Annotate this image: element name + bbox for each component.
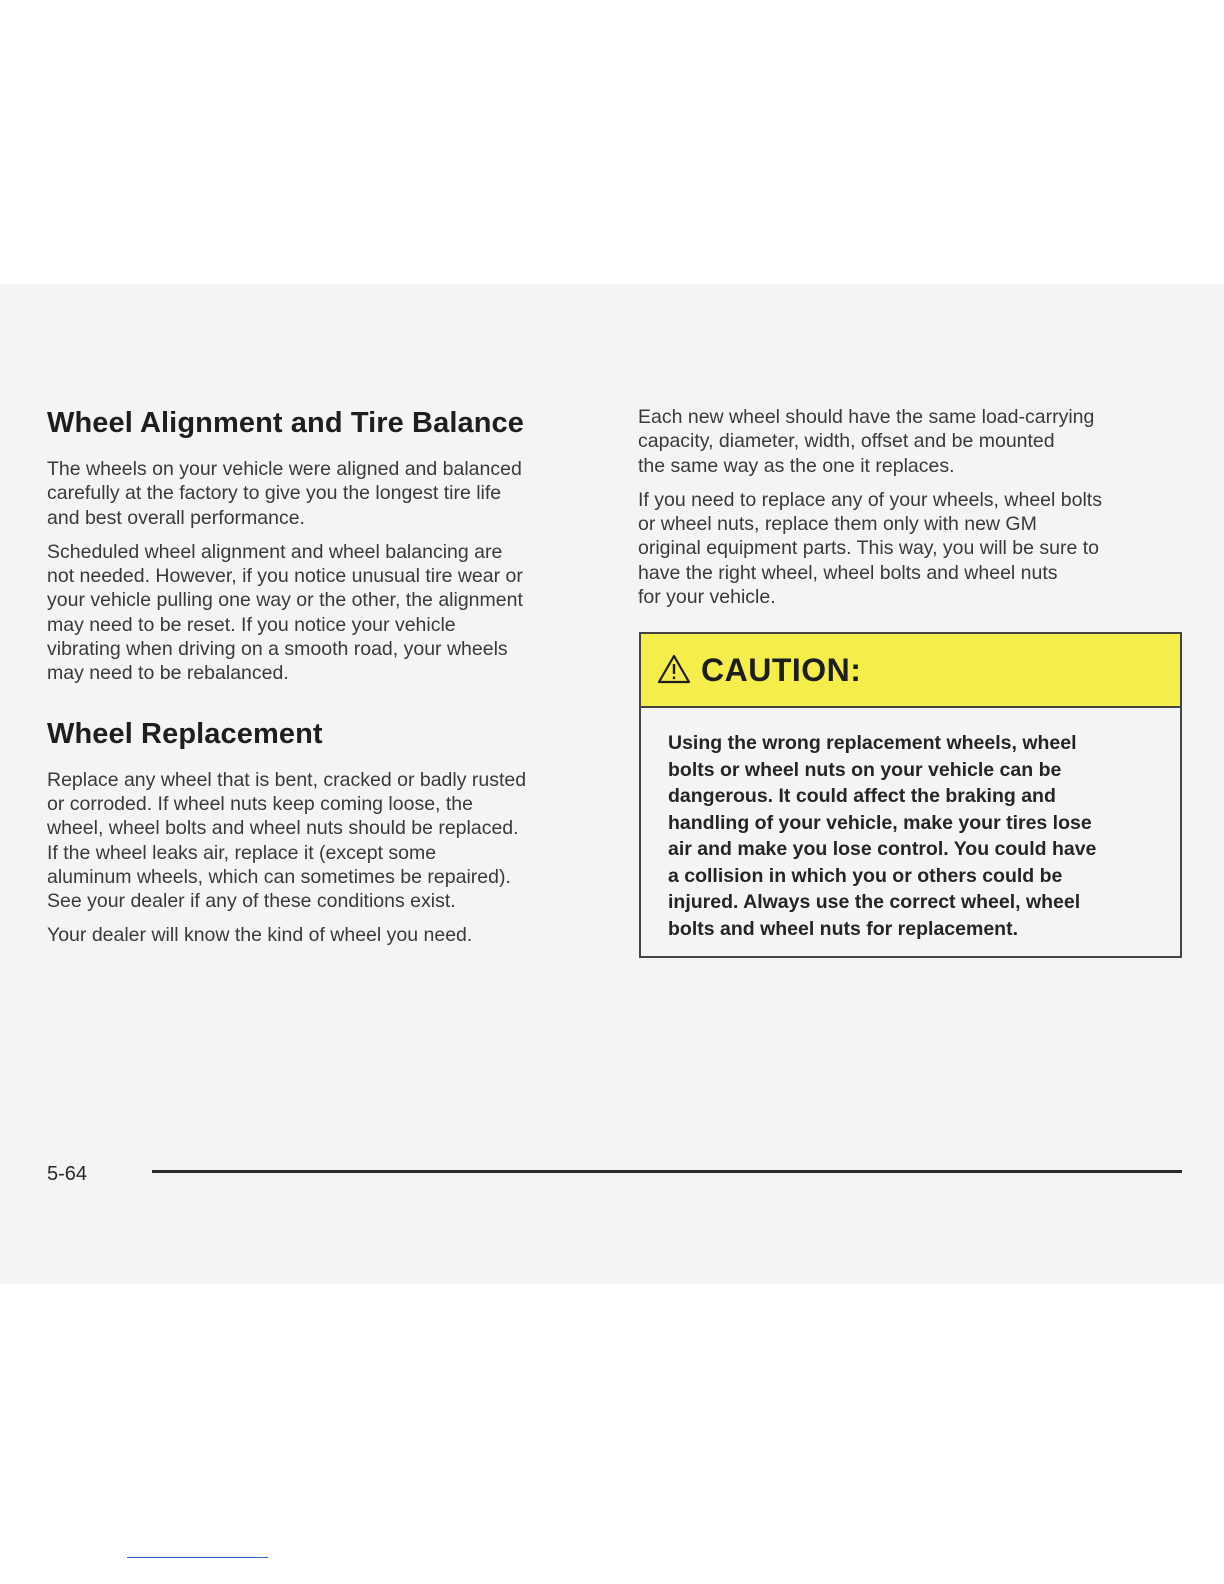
right-column [638, 405, 1183, 619]
paragraph-replacement-conditions: Replace any wheel that is bent, cracked or badly rusted or corroded. If wheel nuts keep coming loose, the wheel, wheel bolts and wheel nuts should be replaced. If the wheel leaks air, replace it (except some aluminum wheels, which can sometimes be repaired). See your dealer if any of these conditions exist. [47, 768, 527, 913]
left-column [47, 405, 597, 958]
section-heading-wheel-alignment: Wheel Alignment and Tire Balance [47, 407, 524, 439]
caution-box [639, 632, 1182, 958]
caution-body-text: Using the wrong replacement wheels, wheel bolts or wheel nuts on your vehicle can be dangerous. It could affect the braking and handling of your vehicle, make your tires lose air and make you lose control. You could have a collision in which you or others could be injured. Always use the correct wheel, wheel bolts and wheel nuts for replacement. [668, 732, 1097, 940]
paragraph-alignment-intro: The wheels on your vehicle were aligned and balanced carefully at the factory to give you the longest tire life and best overall performance. [47, 458, 522, 529]
paragraph-gm-parts: If you need to replace any of your wheels, wheel bolts or wheel nuts, replace them only with new GM original equipment parts. This way, you will be sure to have the right wheel, wheel bolts and wheel nuts for your vehicle. [638, 488, 1102, 609]
caution-title: CAUTION: [701, 651, 862, 688]
paragraph-new-wheel-specs: Each new wheel should have the same load-carrying capacity, diameter, width, offset and be mounted the same way as the one it replaces. [638, 406, 1095, 477]
bottom-link-underline[interactable] [127, 1557, 268, 1558]
paragraph-dealer-note: Your dealer will know the kind of wheel you need. [47, 924, 473, 947]
page-number: 5-64 [47, 1163, 88, 1185]
caution-header [641, 634, 1180, 708]
section-heading-wheel-replacement: Wheel Replacement [47, 717, 323, 750]
paragraph-alignment-schedule: Scheduled wheel alignment and wheel balancing are not needed. However, if you notice unusual tire wear or your vehicle pulling one way or the other, the alignment may need to be reset. If you notice your vehicle vibrating when driving on a smooth road, your wheels may need to be rebalanced. [47, 540, 523, 685]
footer-rule [152, 1170, 1182, 1173]
warning-triangle-icon [657, 654, 691, 684]
